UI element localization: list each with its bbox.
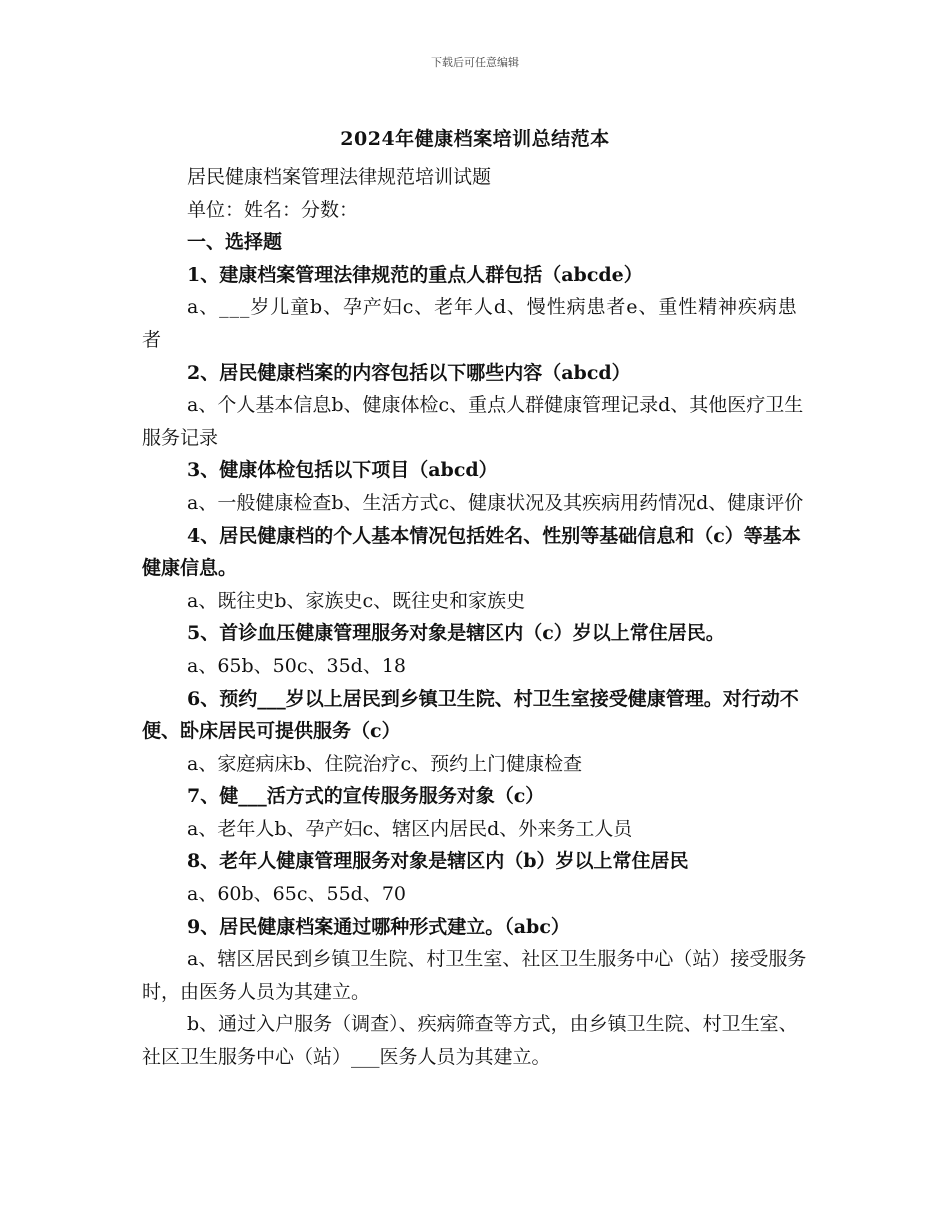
question-9-option-a: a、辖区居民到乡镇卫生院、村卫生室、社区卫生服务中心（站）接受服务时，由医务人员为其建立。	[142, 948, 807, 1003]
document-subtitle: 居民健康档案管理法律规范培训试题	[187, 166, 492, 188]
question-9-option-b: b、通过入户服务（调查）、疾病筛查等方式，由乡镇卫生院、村卫生室、社区卫生服务中心（站）___医务人员为其建立。	[142, 1013, 798, 1069]
question-1: 1、建康档案管理法律规范的重点人群包括（abcde）	[187, 263, 643, 286]
question-1-options: a、___岁儿童b、孕产妇c、老年人d、慢性病患者e、重性精神疾病患者	[142, 296, 798, 351]
question-6: 6、预约___岁以上居民到乡镇卫生院、村卫生室接受健康管理。对行动不便、卧床居民可提供服务（c）	[142, 687, 799, 743]
question-2: 2、居民健康档案的内容包括以下哪些内容（abcd）	[187, 361, 631, 384]
document-title: 2024年健康档案培训总结范本	[340, 128, 610, 150]
question-8-options: a、60b、65c、55d、70	[187, 883, 407, 906]
question-7-options: a、老年人b、孕产妇c、辖区内居民d、外来务工人员	[187, 817, 633, 840]
question-5-options: a、65b、50c、35d、18	[187, 654, 407, 677]
page-header-note: 下载后可任意编辑	[431, 56, 519, 69]
question-5: 5、首诊血压健康管理服务对象是辖区内（c）岁以上常住居民。	[187, 622, 725, 645]
info-line: 单位：姓名：分数：	[187, 198, 359, 221]
section-heading: 一、选择题	[187, 231, 283, 254]
question-3: 3、健康体检包括以下项目（abcd）	[187, 459, 498, 482]
question-4: 4、居民健康档的个人基本情况包括姓名、性别等基础信息和（c）等基本健康信息。	[142, 524, 801, 580]
question-3-options: a、一般健康检查b、生活方式c、健康状况及其疾病用药情况d、健康评价	[187, 491, 804, 514]
document-body	[142, 161, 814, 1074]
question-7: 7、健___活方式的宣传服务服务对象（c）	[187, 785, 545, 808]
question-6-options: a、家庭病床b、住院治疗c、预约上门健康检查	[187, 752, 583, 775]
question-9: 9、居民健康档案通过哪种形式建立。（abc）	[187, 915, 570, 938]
question-8: 8、老年人健康管理服务对象是辖区内（b）岁以上常住居民	[187, 850, 689, 873]
question-2-options: a、个人基本信息b、健康体检c、重点人群健康管理记录d、其他医疗卫生服务记录	[142, 394, 804, 449]
question-4-options: a、既往史b、家族史c、既往史和家族史	[187, 589, 526, 612]
